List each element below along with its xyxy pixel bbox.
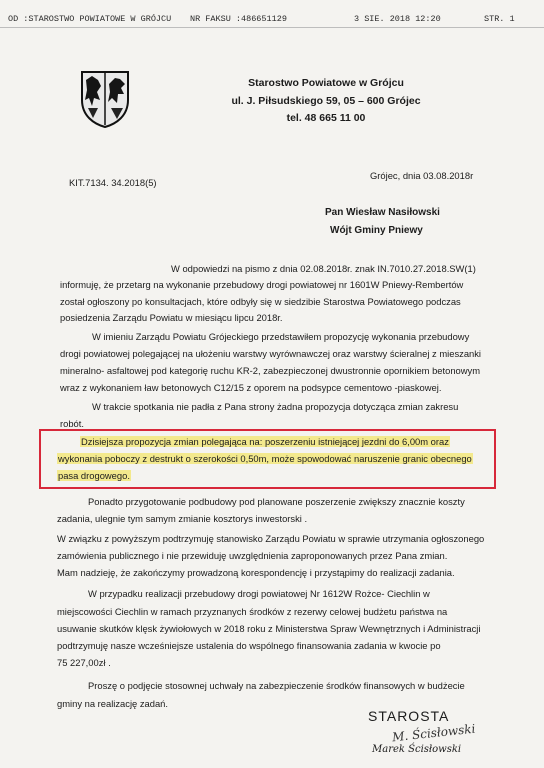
body-line: drogi powiatowej polegającej na ułożeniu warstwy wyrównawczej oraz warstwy ścieralnej z mieszanki [60,348,482,359]
reference-number: KIT.7134. 34.2018(5) [69,177,157,188]
office-phone: tel. 48 665 11 00 [286,112,366,124]
body-line-highlighted: Dzisiejsza propozycja zmian polegająca na: poszerzeniu istniejącej jezdni do 6,00m oraz [81,436,449,447]
recipient-name: Pan Wiesław Nasiłowski [325,207,440,218]
office-name: Starostwo Powiatowe w Grójcu [248,77,404,89]
fax-datetime: 3 SIE. 2018 12:20 [354,14,441,24]
body-line: W przypadku realizacji przebudowy drogi powiatowej Nr 1612W Rożce- Ciechlin w [88,588,430,599]
body-line: posiedzenia Zarządu Powiatu w miesiącu lipcu 2018r. [60,312,283,323]
body-line: usuwanie skutków klęsk żywiołowych w 2018 roku z Ministerstwa Spraw Wewnętrznych i Administracji [57,623,481,634]
fax-divider [0,27,544,28]
body-line: wraz z wykonaniem ław betonowych C12/15 z oporem na podsypce cementowo -piaskowej. [60,382,442,393]
fax-page: STR. 1 [484,14,515,24]
signatory-name: Marek Ścisłowski [372,744,462,755]
body-line: robót. [60,418,84,429]
body-line-highlighted: wykonania poboczy z destrukt o szerokości 0,50m, może spowodować naruszenie granic obecnego [58,453,472,464]
office-address: ul. J. Piłsudskiego 59, 05 – 600 Grójec [231,95,421,107]
signature-title: STAROSTA [368,708,450,724]
place-date: Grójec, dnia 03.08.2018r [370,170,474,181]
body-line: gminy na realizację zadań. [57,698,168,709]
body-line: zadania, ulegnie tym samym zmianie kosztorys inwestorski . [57,513,308,524]
body-line: W imieniu Zarządu Powiatu Grójeckiego przedstawiłem propozycję wykonania przebudowy [92,331,470,342]
fax-sender: OD :STAROSTWO POWIATOWE W GRÓJCU [8,14,172,24]
body-line: W trakcie spotkania nie padła z Pana strony żadna propozycja dotycząca zmian zakresu [92,401,459,412]
body-line: Mam nadzieję, że zakończymy prowadzoną korespondencję i przystąpimy do realizacji zadania. [57,567,455,578]
body-line: Proszę o podjęcie stosownej uchwały na zabezpieczenie środków finansowych w budżecie [88,680,465,691]
handwritten-signature: M. Ścisłowski [391,721,477,745]
body-line: podtrzymuję nasze wcześniejsze ustalenia do wspólnego finansowania zadania w kwocie po [57,640,441,651]
body-line-highlighted: pasa drogowego. [58,470,130,481]
recipient-title: Wójt Gminy Pniewy [330,225,423,236]
body-line: zamówienia publicznego i nie przewiduję uwzględnienia zaproponowanych przez Pana zmian. [57,550,448,561]
body-line: został ogłoszony po konsultacjach, które odbyły się w siedzibie Starostwa Powiatowego podczas [60,296,461,307]
body-line: informuję, że przetarg na wykonanie przebudowy drogi powiatowej nr 1601W Pniewy-Rembertów [60,279,464,290]
body-line: mineralno- asfaltowej pod kategorię ruchu KR-2, zabezpieczonej dwustronnie opornikiem betonowym [60,365,481,376]
body-line: miejscowości Ciechlin w ramach przyznanych środków z rezerwy celowej budżetu państwa na [57,606,448,617]
body-line: Ponadto przygotowanie podbudowy pod planowane poszerzenie zwiększy znacznie koszty [88,496,465,507]
fax-number: NR FAKSU :486651129 [190,14,287,24]
body-line: W odpowiedzi na pismo z dnia 02.08.2018r. znak IN.7010.27.2018.SW(1) [171,263,476,274]
coat-of-arms-icon [80,70,130,128]
body-line: 75 227,00zł . [57,657,111,668]
body-line: W związku z powyższym podtrzymuję stanowisko Zarządu Powiatu w sprawie utrzymania ogłoszonego [57,533,485,544]
